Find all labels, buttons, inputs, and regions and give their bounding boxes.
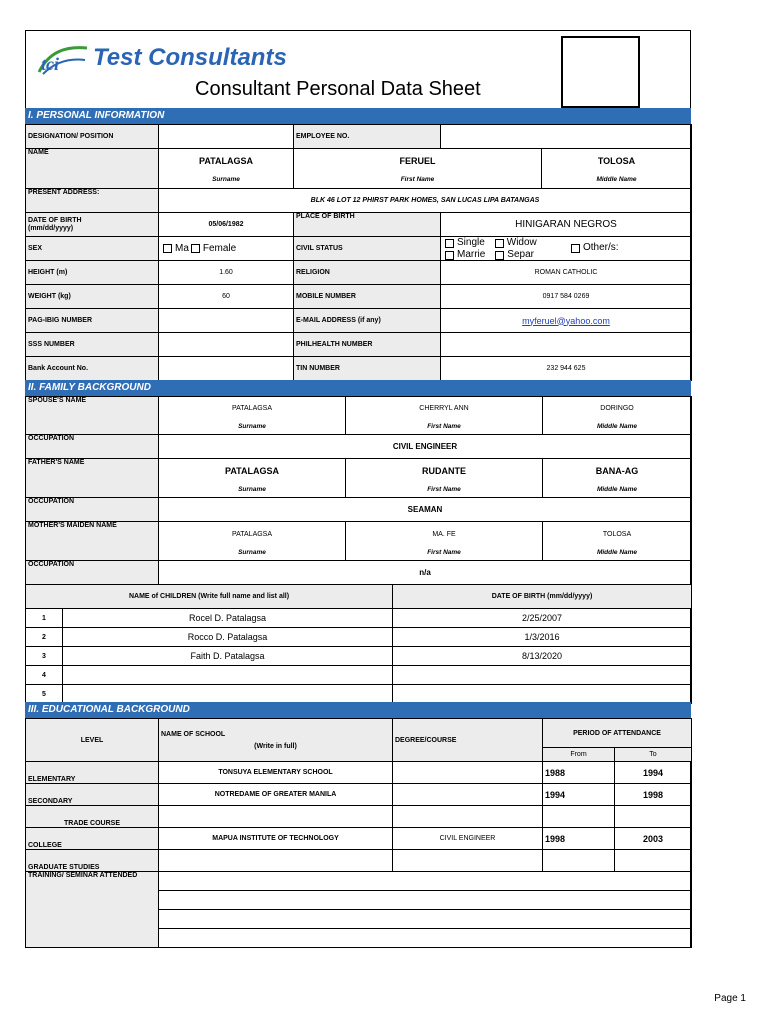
employee-no-label: EMPLOYEE NO. — [294, 125, 441, 149]
child-name[interactable] — [63, 685, 393, 704]
height-label: HEIGHT (m) — [26, 261, 159, 285]
education-school[interactable] — [159, 850, 393, 872]
designation-label: DESIGNATION/ POSITION — [26, 125, 159, 149]
civil-status-field — [441, 237, 692, 261]
religion-label: RELIGION — [294, 261, 441, 285]
mother-middle-cell[interactable] — [543, 522, 692, 561]
father-label: FATHER'S NAME — [26, 459, 159, 498]
father-middle-caption: Middle Name — [596, 485, 638, 493]
education-level: SECONDARY — [26, 784, 159, 806]
sex-field — [159, 237, 294, 261]
education-from[interactable]: 1988 — [543, 762, 615, 784]
education-level: GRADUATE STUDIES — [26, 850, 159, 872]
spouse-first: CHERRYL ANN — [419, 404, 469, 412]
training-table — [25, 871, 692, 948]
spouse-surname-caption: Surname — [238, 422, 266, 430]
training-line[interactable] — [159, 910, 692, 929]
education-row — [26, 806, 692, 828]
mother-occupation-label: OCCUPATION — [26, 561, 159, 585]
child-name[interactable]: Faith D. Patalagsa — [63, 647, 393, 666]
mother-surname: PATALAGSA — [231, 530, 273, 538]
from-header: From — [543, 748, 615, 762]
child-row — [26, 647, 692, 666]
company-logo — [35, 42, 335, 82]
spouse-occupation-label: OCCUPATION — [26, 435, 159, 459]
education-level: TRADE COURSE — [26, 806, 159, 828]
address-label: PRESENT ADDRESS: — [26, 189, 159, 213]
education-from[interactable]: 1998 — [543, 828, 615, 850]
children-table — [25, 584, 692, 704]
cs-widow-checkbox[interactable] — [495, 239, 504, 248]
school-header: NAME OF SCHOOL — [161, 731, 226, 738]
child-row — [26, 609, 692, 628]
education-from[interactable]: 1994 — [543, 784, 615, 806]
education-row — [26, 850, 692, 872]
spouse-middle-caption: Middle Name — [596, 422, 638, 430]
mother-middle-caption: Middle Name — [596, 548, 638, 556]
education-degree[interactable]: CIVIL ENGINEER — [393, 828, 543, 850]
education-level: ELEMENTARY — [26, 762, 159, 784]
cs-other-checkbox[interactable] — [571, 244, 580, 253]
father-first: RUDANTE — [422, 465, 466, 476]
mother-first-caption: First Name — [427, 548, 461, 556]
period-header: PERIOD OF ATTENDANCE — [543, 719, 692, 748]
philhealth-label: PHILHEALTH NUMBER — [294, 333, 441, 357]
training-line[interactable] — [159, 891, 692, 910]
tin-label: TIN NUMBER — [294, 357, 441, 381]
employee-no-field[interactable] — [441, 125, 692, 149]
cs-widow-label: Widow — [506, 237, 537, 248]
cs-single-checkbox[interactable] — [445, 239, 454, 248]
sex-female-label: Female — [202, 243, 237, 254]
child-dob[interactable]: 1/3/2016 — [393, 628, 692, 647]
designation-field[interactable] — [159, 125, 294, 149]
sex-female-checkbox[interactable] — [191, 244, 200, 253]
father-surname: PATALAGSA — [225, 465, 279, 476]
pagibig-label: PAG-IBIG NUMBER — [26, 309, 159, 333]
pob-label: PLACE OF BIRTH — [294, 213, 441, 237]
svg-text:tci: tci — [41, 54, 59, 74]
education-degree[interactable] — [393, 850, 543, 872]
section-education-header: III. EDUCATIONAL BACKGROUND — [25, 702, 691, 718]
spouse-surname: PATALAGSA — [231, 404, 273, 412]
father-surname-cell[interactable] — [159, 459, 346, 498]
education-degree[interactable] — [393, 784, 543, 806]
pob-field[interactable]: HINIGARAN NEGROS — [441, 213, 692, 237]
sex-label: SEX — [26, 237, 159, 261]
mother-middle: TOLOSA — [602, 530, 632, 538]
education-degree[interactable] — [393, 806, 543, 828]
education-to[interactable] — [615, 850, 692, 872]
child-name[interactable] — [63, 666, 393, 685]
mother-first-cell[interactable] — [346, 522, 543, 561]
cs-married-label: Marrie — [457, 249, 486, 260]
mother-occupation-field[interactable]: n/a — [159, 561, 692, 585]
weight-label: WEIGHT (kg) — [26, 285, 159, 309]
section-family-header: II. FAMILY BACKGROUND — [25, 380, 691, 396]
dob-format-text: (mm/dd/yyyy) — [28, 224, 74, 232]
bank-field[interactable] — [159, 357, 294, 381]
middle-name-caption: Middle Name — [596, 175, 637, 183]
cs-separated-checkbox[interactable] — [495, 251, 504, 260]
philhealth-field[interactable] — [441, 333, 692, 357]
child-dob[interactable] — [393, 666, 692, 685]
training-label: TRAINING/ SEMINAR ATTENDED — [26, 872, 159, 948]
training-line[interactable] — [159, 929, 692, 948]
dob-label-text: DATE OF BIRTH — [28, 216, 82, 224]
education-school[interactable]: TONSUYA ELEMENTARY SCHOOL — [159, 762, 393, 784]
child-name[interactable]: Rocel D. Patalagsa — [63, 609, 393, 628]
tin-field[interactable]: 232 944 625 — [441, 357, 692, 381]
personal-info-table — [25, 124, 692, 381]
children-dob-header: DATE OF BIRTH (mm/dd/yyyy) — [393, 585, 692, 609]
spouse-first-caption: First Name — [427, 422, 461, 430]
page-number: Page 1 — [714, 993, 746, 1004]
education-to[interactable] — [615, 806, 692, 828]
sss-label: SSS NUMBER — [26, 333, 159, 357]
education-degree[interactable] — [393, 762, 543, 784]
section-personal-header: I. PERSONAL INFORMATION — [25, 108, 691, 124]
spouse-middle: DORINGO — [600, 404, 634, 412]
spouse-occupation-field[interactable]: CIVIL ENGINEER — [159, 435, 692, 459]
child-dob[interactable]: 2/25/2007 — [393, 609, 692, 628]
spouse-middle-cell[interactable] — [543, 397, 692, 435]
weight-field[interactable]: 60 — [159, 285, 294, 309]
spouse-label: SPOUSE'S NAME — [26, 397, 159, 435]
education-to[interactable]: 1994 — [615, 762, 692, 784]
height-field[interactable]: 1.60 — [159, 261, 294, 285]
education-school[interactable]: MAPUA INSTITUTE OF TECHNOLOGY — [159, 828, 393, 850]
child-no: 3 — [26, 647, 63, 666]
email-link[interactable]: myferuel@yahoo.com — [522, 315, 610, 326]
surname-cell[interactable] — [159, 149, 294, 189]
father-first-caption: First Name — [427, 485, 461, 493]
education-school[interactable]: NOTREDAME OF GREATER MANILA — [159, 784, 393, 806]
child-no: 5 — [26, 685, 63, 704]
spouse-surname-cell[interactable] — [159, 397, 346, 435]
sss-field[interactable] — [159, 333, 294, 357]
spouse-first-cell[interactable] — [346, 397, 543, 435]
surname-caption: Surname — [212, 175, 240, 183]
father-middle: BANA-AG — [595, 465, 639, 476]
education-row — [26, 828, 692, 850]
child-row — [26, 685, 692, 704]
education-table — [25, 718, 692, 872]
first-name-caption: First Name — [400, 175, 435, 183]
child-row — [26, 628, 692, 647]
cs-other-label: Other/s: — [583, 242, 619, 253]
father-occupation-field[interactable]: SEAMAN — [159, 498, 692, 522]
level-header: LEVEL — [26, 719, 159, 762]
mother-label: MOTHER'S MAIDEN NAME — [26, 522, 159, 561]
education-row — [26, 762, 692, 784]
cs-separated-label: Separ — [507, 249, 534, 260]
school-header-sub: (Write in full) — [254, 743, 297, 750]
tci-logo-icon — [35, 42, 91, 78]
children-name-header: NAME of CHILDREN (Write full name and list all) — [26, 585, 393, 609]
child-dob[interactable]: 8/13/2020 — [393, 647, 692, 666]
sex-male-checkbox[interactable] — [163, 244, 172, 253]
address-field[interactable]: BLK 46 LOT 12 PHIRST PARK HOMES, SAN LUCAS LIPA BATANGAS — [159, 189, 692, 213]
bank-label: Bank Account No. — [26, 357, 159, 381]
mobile-label: MOBILE NUMBER — [294, 285, 441, 309]
email-label: E-MAIL ADDRESS (if any) — [294, 309, 441, 333]
education-from[interactable] — [543, 806, 615, 828]
education-level: COLLEGE — [26, 828, 159, 850]
training-line[interactable] — [159, 872, 692, 891]
child-no: 1 — [26, 609, 63, 628]
education-to[interactable]: 1998 — [615, 784, 692, 806]
surname-value: PATALAGSA — [199, 155, 253, 166]
civil-status-label: CIVIL STATUS — [294, 237, 441, 261]
first-name-cell[interactable] — [294, 149, 542, 189]
child-name[interactable]: Rocco D. Patalagsa — [63, 628, 393, 647]
middle-name-value: TOLOSA — [597, 155, 636, 166]
page-title: Consultant Personal Data Sheet — [195, 78, 481, 100]
middle-name-cell[interactable] — [542, 149, 692, 189]
religion-field[interactable]: ROMAN CATHOLIC — [441, 261, 692, 285]
mother-first: MA. FE — [432, 530, 456, 538]
first-name-value: FERUEL — [399, 155, 436, 166]
child-dob[interactable] — [393, 685, 692, 704]
company-name: Test Consultants — [93, 44, 287, 71]
to-header: To — [615, 748, 692, 762]
email-field[interactable] — [441, 309, 692, 333]
dob-label — [26, 213, 159, 237]
mother-surname-caption: Surname — [238, 548, 266, 556]
pagibig-field[interactable] — [159, 309, 294, 333]
family-table — [25, 396, 692, 585]
father-first-cell[interactable] — [346, 459, 543, 498]
photo-box[interactable] — [561, 36, 640, 108]
sex-male-label: Ma — [175, 243, 189, 254]
cs-single-label: Single — [457, 237, 485, 248]
education-from[interactable] — [543, 850, 615, 872]
school-header-cell — [159, 719, 393, 762]
child-no: 4 — [26, 666, 63, 685]
dob-field[interactable]: 05/06/1982 — [159, 213, 294, 237]
father-surname-caption: Surname — [238, 485, 266, 493]
child-row — [26, 666, 692, 685]
education-to[interactable]: 2003 — [615, 828, 692, 850]
child-no: 2 — [26, 628, 63, 647]
cs-married-checkbox[interactable] — [445, 251, 454, 260]
education-school[interactable] — [159, 806, 393, 828]
education-row — [26, 784, 692, 806]
father-middle-cell[interactable] — [543, 459, 692, 498]
name-label: NAME — [26, 149, 159, 189]
father-occupation-label: OCCUPATION — [26, 498, 159, 522]
mother-surname-cell[interactable] — [159, 522, 346, 561]
degree-header: DEGREE/COURSE — [393, 719, 543, 762]
mobile-field[interactable]: 0917 584 0269 — [441, 285, 692, 309]
